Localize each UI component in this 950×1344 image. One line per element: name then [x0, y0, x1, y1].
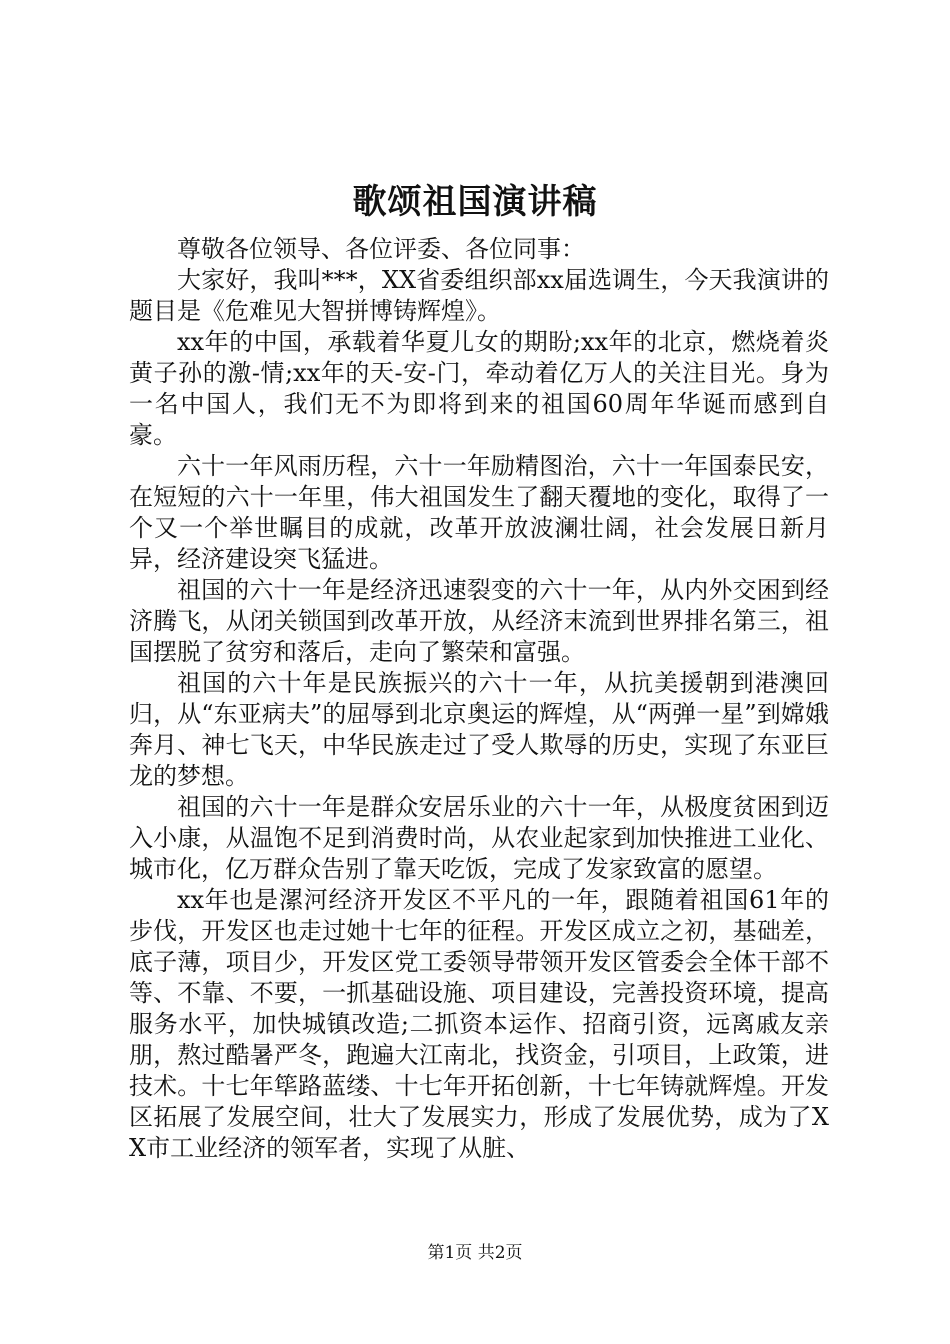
page-number-footer: 第1页 共2页	[427, 1243, 523, 1263]
paragraph: xx年也是漯河经济开发区不平凡的一年，跟随着祖国61年的步伐，开发区也走过她十七年的征程。开发区成立之初，基础差，底子薄，项目少，开发区党工委领导带领开发区管委会全体干部不等、不靠、不要，一抓基础设施、项目建设，完善投资环境，提高服务水平，加快城镇改造;二抓资本运作、招商引资，远离戚友亲朋，熬过酷暑严冬，跑遍大江南北，找资金，引项目，上政策，进技术。十七年筚路蓝缕、十七年开拓创新，十七年铸就辉煌。开发区拓展了发展空间，壮大了发展实力，形成了发展优势，成为了XX市工业经济的领军者，实现了从脏、	[129, 886, 829, 1162]
paragraph: xx年的中国，承载着华夏儿女的期盼;xx年的北京，燃烧着炎黄子孙的激-情;xx年的天-安-门，牵动着亿万人的关注目光。身为一名中国人，我们无不为即将到来的祖国60周年华诞而感到自豪。	[129, 328, 829, 449]
paragraph: 祖国的六十一年是群众安居乐业的六十一年，从极度贫困到迈入小康，从温饱不足到消费时尚，从农业起家到加快推进工业化、城市化，亿万群众告别了靠天吃饭，完成了发家致富的愿望。	[129, 793, 829, 883]
document-title: 歌颂祖国演讲稿	[352, 182, 598, 222]
document-body	[129, 234, 829, 1164]
paragraph: 祖国的六十一年是经济迅速裂变的六十一年，从内外交困到经济腾飞，从闭关锁国到改革开放，从经济末流到世界排名第三，祖国摆脱了贫穷和落后，走向了繁荣和富强。	[129, 576, 829, 666]
paragraph: 祖国的六十年是民族振兴的六十一年，从抗美援朝到港澳回归，从“东亚病夫”的屈辱到北京奥运的辉煌，从“两弹一星”到嫦娥奔月、神七飞天，中华民族走过了受人欺辱的历史，实现了东亚巨龙的梦想。	[129, 669, 829, 790]
paragraph-salutation: 尊敬各位领导、各位评委、各位同事：	[177, 235, 585, 263]
paragraph: 六十一年风雨历程，六十一年励精图治，六十一年国泰民安，在短短的六十一年里，伟大祖国发生了翻天覆地的变化，取得了一个又一个举世瞩目的成就，改革开放波澜壮阔，社会发展日新月异，经济建设突飞猛进。	[129, 452, 829, 573]
paragraph: 大家好，我叫***，XX省委组织部xx届选调生，今天我演讲的题目是《危难见大智拼博铸辉煌》。	[129, 266, 829, 325]
